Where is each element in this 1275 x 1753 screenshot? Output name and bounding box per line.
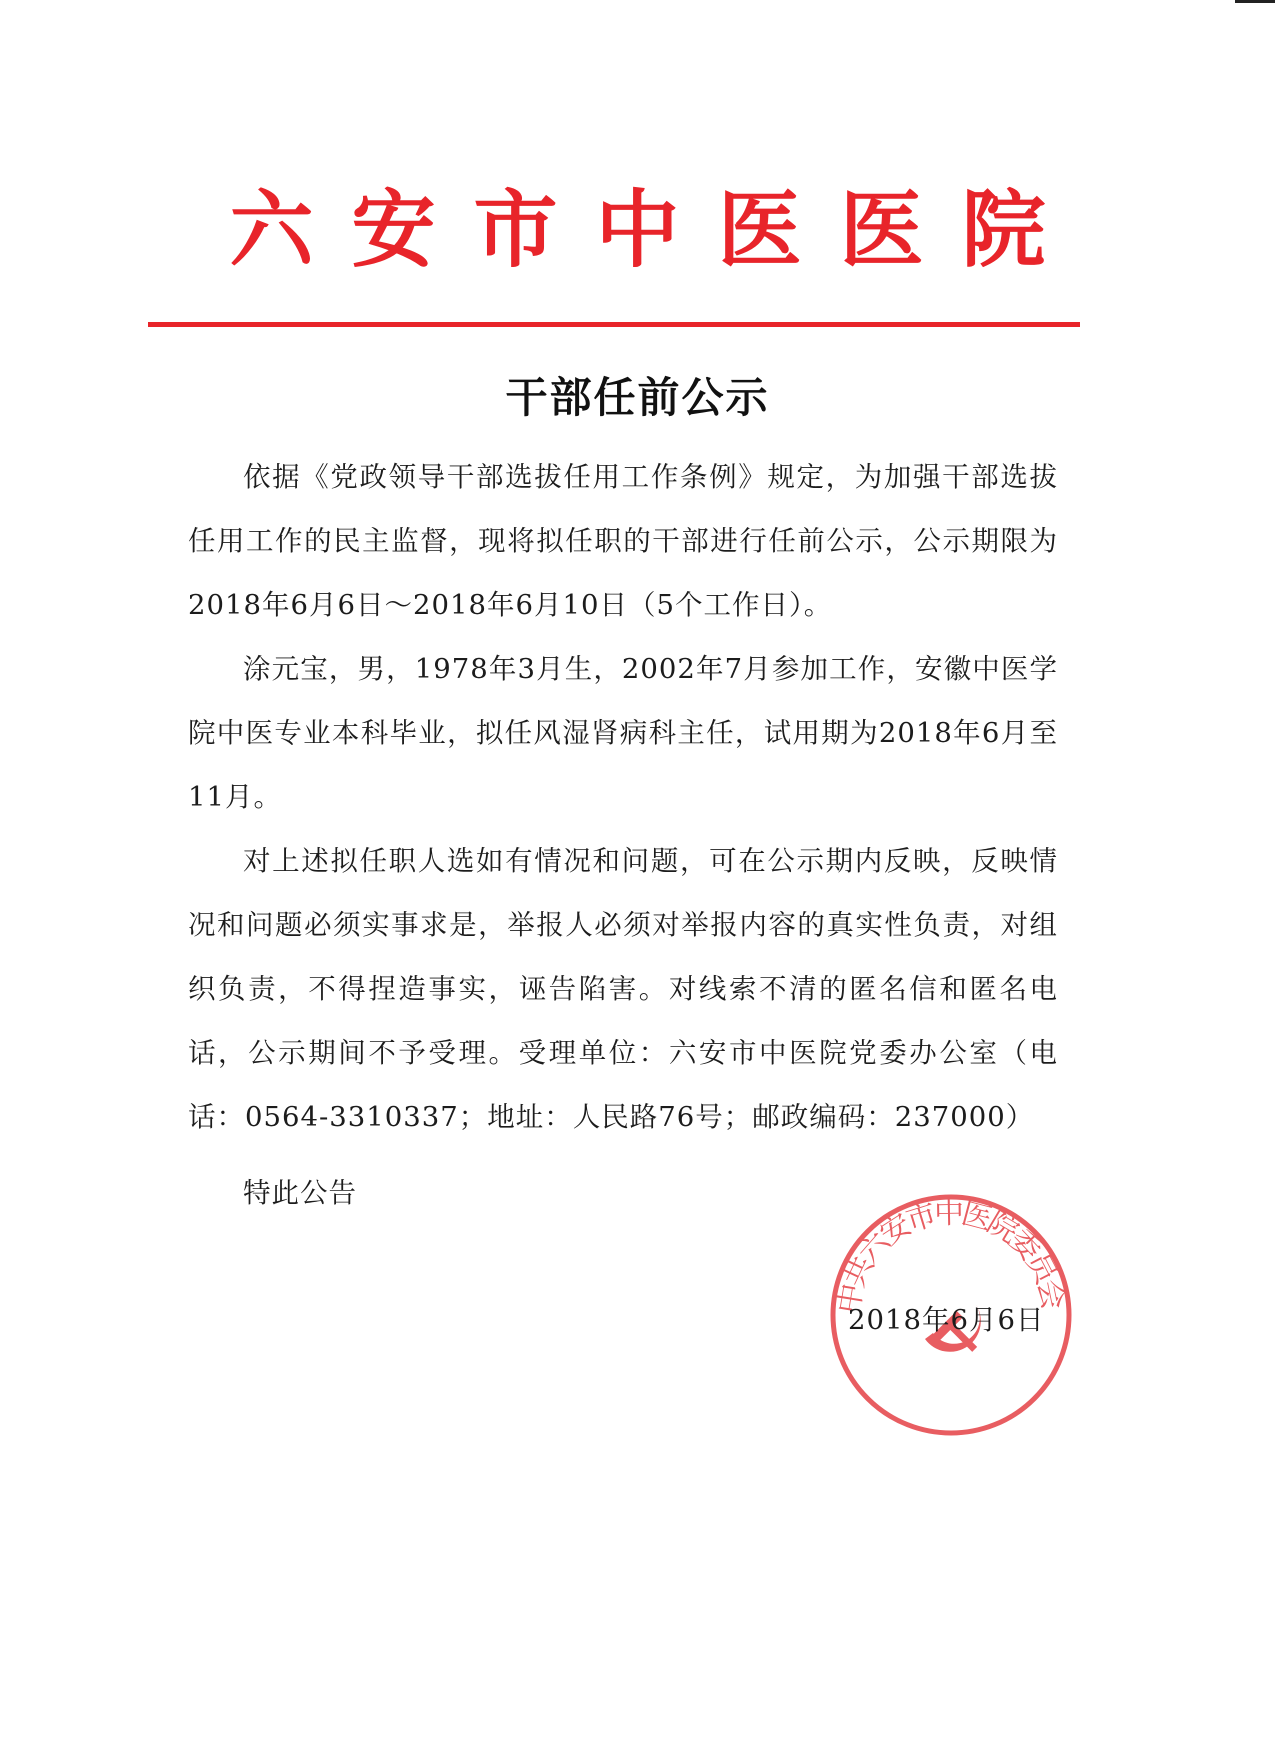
notice-title: 干部任前公示 (505, 373, 770, 422)
notice-body (188, 445, 1058, 1149)
letterhead-red-rule (148, 322, 1080, 327)
letterhead-org-name: 六安市中医医院 (229, 181, 1084, 279)
closing-remark: 特此公告 (243, 1177, 357, 1209)
paragraph-basis: 依据《党政领导干部选拔任用工作条例》规定，为加强干部选拔任用工作的民主监督，现将拟任职的干部进行任前公示，公示期限为2018年6月6日～2018年6月10日（5个工作日）。 (188, 461, 1058, 621)
seal-text: 中共六安市中医院委员会 (831, 1195, 1071, 1317)
scan-edge-mark (1235, 0, 1275, 3)
signature-date: 2018年6月6日 (848, 1304, 1045, 1336)
paragraph-candidate: 涂元宝，男，1978年3月生，2002年7月参加工作，安徽中医学院中医专业本科毕业，拟任风湿肾病科主任，试用期为2018年6月至11月。 (188, 653, 1058, 813)
paragraph-feedback: 对上述拟任职人选如有情况和问题，可在公示期内反映，反映情况和问题必须实事求是，举报人必须对举报内容的真实性负责，对组织负责，不得捏造事实，诬告陷害。对线索不清的匿名信和匿名电话，公示期间不予受理。受理单位：六安市中医院党委办公室（电话：0564-3310337；地址：人民路76号；邮政编码：237000） (188, 845, 1058, 1133)
